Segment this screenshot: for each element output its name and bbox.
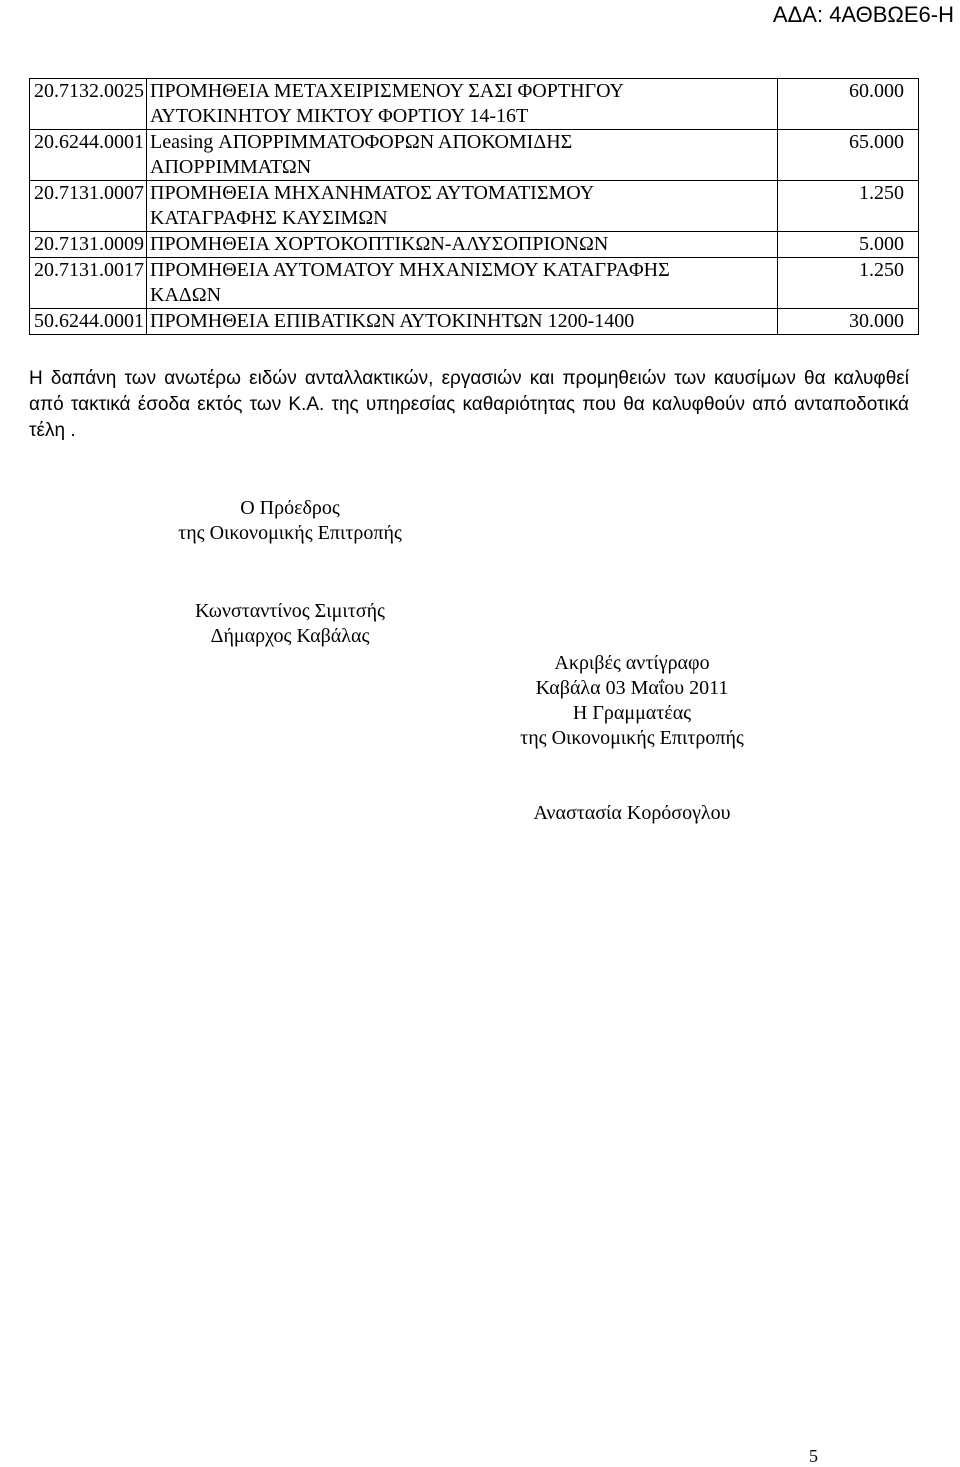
certification-block [432, 651, 832, 751]
account-code: 20.6244.0001 [30, 130, 147, 181]
table-row [30, 181, 919, 232]
description-line: Leasing ΑΠΟΡΡΙΜΜΑΤΟΦΟΡΩΝ ΑΠΟΚΟΜΙΔΗΣ [150, 131, 573, 153]
secretary-name: Αναστασία Κορόσογλου [533, 802, 731, 824]
president-signature-block [90, 496, 490, 546]
item-description [147, 309, 778, 335]
description-line: ΚΑΔΩΝ [150, 284, 222, 306]
item-description [147, 130, 778, 181]
amount: 1.250 [778, 258, 919, 309]
account-code: 20.7132.0025 [30, 79, 147, 130]
description-line: ΚΑΤΑΓΡΑΦΗΣ ΚΑΥΣΙΜΩΝ [150, 207, 388, 229]
amount: 65.000 [778, 130, 919, 181]
president-name-block [90, 599, 490, 649]
amount: 5.000 [778, 232, 919, 258]
ada-identifier: ΑΔΑ: 4ΑΘΒΩΕ6-Η [772, 2, 954, 27]
account-code: 20.7131.0017 [30, 258, 147, 309]
description-line: ΠΡΟΜΗΘΕΙΑ ΧΟΡΤΟΚΟΠΤΙΚΩΝ-ΑΛΥΣΟΠΡΙΟΝΩΝ [150, 233, 609, 255]
description-line: ΠΡΟΜΗΘΕΙΑ ΕΠΙΒΑΤΙΚΩΝ ΑΥΤΟΚΙΝΗΤΩΝ 1200-1400 [150, 310, 635, 332]
account-code: 20.7131.0009 [30, 232, 147, 258]
description-line: ΑΥΤΟΚΙΝΗΤΟΥ ΜΙΚΤΟΥ ΦΟΡΤΙΟΥ 14-16Τ [150, 105, 529, 127]
description-line: ΑΠΟΡΡΙΜΜΑΤΩΝ [150, 156, 312, 178]
account-code: 20.7131.0007 [30, 181, 147, 232]
secretary-committee: της Οικονομικής Επιτροπής [520, 727, 744, 749]
table-row [30, 258, 919, 309]
description-line: ΠΡΟΜΗΘΕΙΑ ΜΗΧΑΝΗΜΑΤΟΣ ΑΥΤΟΜΑΤΙΣΜΟΥ [150, 182, 595, 204]
budget-table [29, 78, 919, 335]
table-row [30, 232, 919, 258]
president-name: Κωνσταντίνος Σιμιτσής [195, 600, 385, 622]
amount: 60.000 [778, 79, 919, 130]
funding-note: Η δαπάνη των ανωτέρω ειδών ανταλλακτικών, εργασιών και προμηθειών των καυσίμων θα καλυφθεί από τακτικά έσοδα εκτός των Κ.Α. της υπηρεσίας καθαριότητας που θα καλυφθούν από ανταποδοτικά τέλη . [29, 368, 909, 441]
description-line: ΠΡΟΜΗΘΕΙΑ ΑΥΤΟΜΑΤΟΥ ΜΗΧΑΝΙΣΜΟΥ ΚΑΤΑΓΡΑΦΗΣ [150, 259, 670, 281]
page-number: 5 [809, 1446, 818, 1466]
item-description [147, 258, 778, 309]
certification-place-date: Καβάλα 03 Μαΐου 2011 [535, 677, 729, 699]
table-row [30, 309, 919, 335]
item-description [147, 79, 778, 130]
president-role: Δήμαρχος Καβάλας [210, 625, 370, 647]
description-line: ΠΡΟΜΗΘΕΙΑ ΜΕΤΑΧΕΙΡΙΣΜΕΝΟΥ ΣΑΣΙ ΦΟΡΤΗΓΟΥ [150, 80, 624, 102]
president-title: Ο Πρόεδρος [240, 497, 340, 519]
table-row [30, 79, 919, 130]
certification-label: Ακριβές αντίγραφο [554, 652, 710, 674]
amount: 1.250 [778, 181, 919, 232]
item-description [147, 232, 778, 258]
amount: 30.000 [778, 309, 919, 335]
account-code: 50.6244.0001 [30, 309, 147, 335]
secretary-role: Η Γραμματέας [572, 702, 692, 724]
president-committee: της Οικονομικής Επιτροπής [178, 522, 402, 544]
item-description [147, 181, 778, 232]
table-row [30, 130, 919, 181]
